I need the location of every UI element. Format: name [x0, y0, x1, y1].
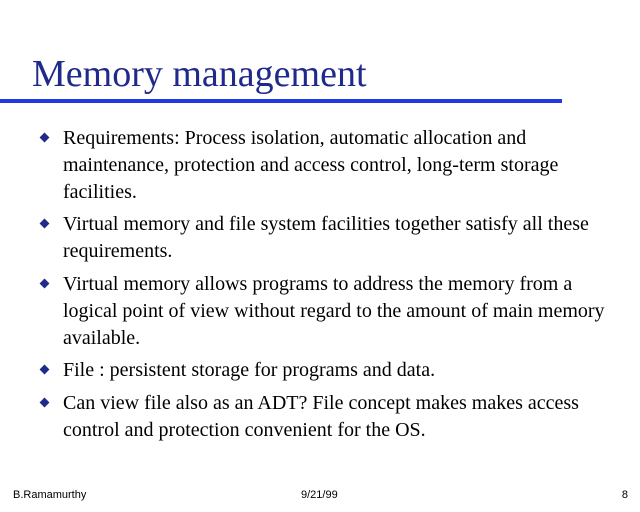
bullet-text: Requirements: Process isolation, automatic allocation and maintenance, protection and access control, long-term storage facilities. — [63, 127, 559, 203]
bullet-list — [38, 125, 623, 450]
bullet-item — [38, 125, 623, 205]
bullet-item — [38, 271, 623, 351]
footer-page-number: 8 — [621, 489, 628, 501]
footer-author: B.Ramamurthy — [13, 489, 87, 501]
bullet-text: Virtual memory and file system facilities together satisfy all these requirements. — [63, 213, 589, 263]
slide-title: Memory management — [32, 53, 367, 95]
bullet-text: Can view file also as an ADT? File concept makes makes access control and protection convenient for the OS. — [63, 392, 579, 441]
diamond-bullet-icon — [40, 219, 50, 229]
footer-date: 9/21/99 — [301, 489, 338, 501]
title-underline — [0, 99, 562, 103]
bullet-item — [38, 211, 623, 265]
bullet-item — [38, 390, 623, 444]
diamond-bullet-icon — [40, 365, 50, 375]
bullet-text: Virtual memory allows programs to address the memory from a logical point of view without regard to the amount of main memory available. — [63, 272, 605, 349]
diamond-bullet-icon — [40, 279, 50, 289]
diamond-bullet-icon — [40, 398, 50, 408]
bullet-item — [38, 357, 623, 384]
diamond-bullet-icon — [40, 133, 50, 143]
bullet-text: File : persistent storage for programs and data. — [63, 359, 436, 382]
